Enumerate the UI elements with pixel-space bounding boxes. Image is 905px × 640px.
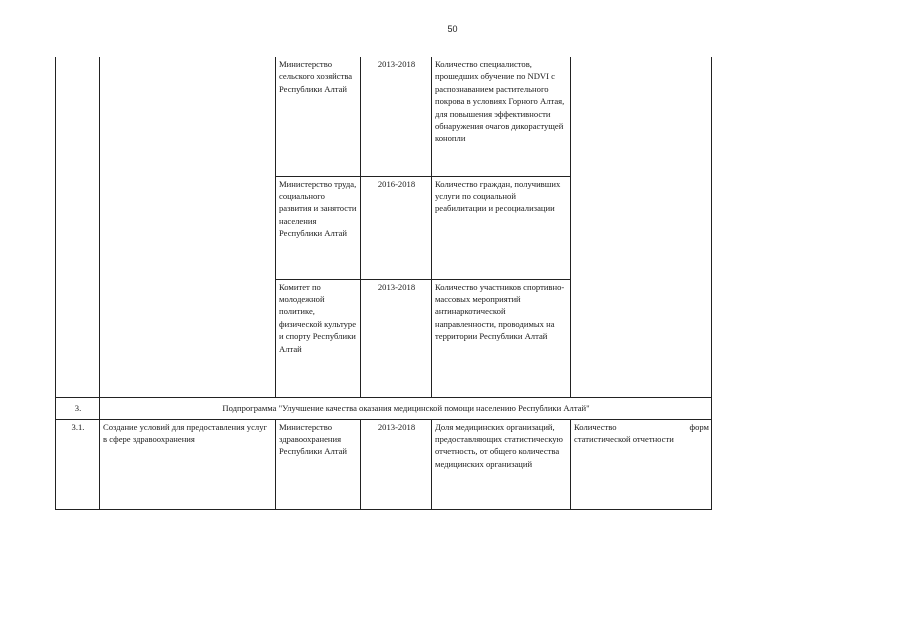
years-cell: 2013-2018 (361, 57, 432, 176)
indicator-cell: Доля медицинских организаций, предоставляющих статистическую отчетность, от общего количества медицинских организаций (432, 419, 571, 509)
result-cell (571, 419, 712, 509)
page-number: 50 (447, 24, 458, 34)
result-cell (571, 57, 712, 397)
table-row (56, 57, 712, 176)
measure-cell: Создание условий для предоставления услуг в сфере здравоохранения (100, 419, 276, 509)
program-table (55, 57, 712, 510)
years-cell: 2013-2018 (361, 419, 432, 509)
indicator-cell: Количество специалистов, прошедших обучение по NDVI с распознаванием растительного покрова в условиях Горного Алтая, для повышения эффективности обнаружения очагов дикорастущей конопли (432, 57, 571, 176)
num-cell (56, 57, 100, 176)
measure-cell (100, 279, 276, 397)
indicator-cell: Количество граждан, получивших услуги по социальной реабилитации и ресоциализации (432, 176, 571, 279)
measure-cell (100, 57, 276, 176)
indicator-cell: Количество участников спортивно-массовых мероприятий антинаркотической направленности, проводимых на территории Республики Алтай (432, 279, 571, 397)
section-number: 3. (56, 397, 100, 419)
result-line: Количество форм (574, 421, 709, 432)
agency-cell: Министерство здравоохранения Республики Алтай (276, 419, 361, 509)
num-cell (56, 279, 100, 397)
years-cell: 2016-2018 (361, 176, 432, 279)
section-row (56, 397, 712, 419)
result-line: статистической отчетности (574, 433, 674, 444)
agency-cell: Министерство сельского хозяйства Республики Алтай (276, 57, 361, 176)
section-title: Подпрограмма "Улучшение качества оказания медицинской помощи населению Республики Алтай" (100, 397, 712, 419)
num-cell (56, 176, 100, 279)
agency-cell: Министерство труда, социального развития и занятости населения Республики Алтай (276, 176, 361, 279)
num-cell: 3.1. (56, 419, 100, 509)
agency-cell: Комитет по молодежной политике, физической культуре и спорту Республики Алтай (276, 279, 361, 397)
measure-cell (100, 176, 276, 279)
years-cell: 2013-2018 (361, 279, 432, 397)
table-row (56, 419, 712, 509)
